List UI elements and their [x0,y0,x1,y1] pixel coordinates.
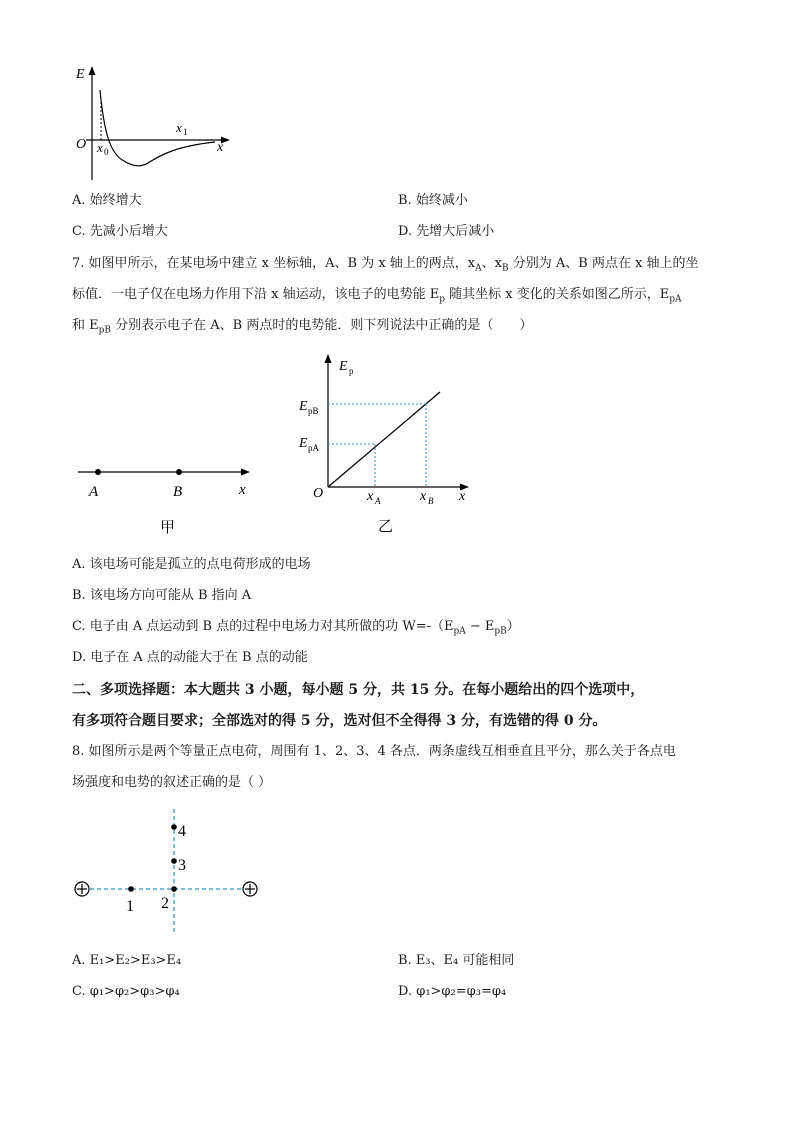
q7-stem-line3: 和 $E_{pB}$ 分别表示电子在 A、B 两点时的电势能．则下列说法中正确的是（ ） [72,318,533,336]
point-b-label: B [173,484,183,500]
q8-option-b: B. E₃、E₄ 可能相同 [398,953,515,968]
figure-two-charges [70,805,270,940]
origin-label: O [313,486,324,501]
positive-charge-right [243,882,257,896]
xb-sub: B [428,496,434,506]
axis-y-label: E [76,67,85,82]
ep-axis-label: E [339,359,348,374]
xb-label: x [420,489,427,504]
point-a-label: A [89,484,99,500]
q7-option-a: A. 该电场可能是孤立的点电荷形成的电场 [72,557,311,572]
q8-stem-line1: 8. 如图所示是两个等量正点电荷，周围有 1、2、3、4 各点．两条虚线互相垂直且平分，那么关于各点电 [72,744,676,759]
xa-sub: A [375,496,381,506]
caption-yi: 乙 [378,519,394,535]
q6-option-d: D. 先增大后减小 [398,224,495,239]
epb-label: E [299,399,308,414]
figure-jia [72,455,262,540]
axis-x-label: x [239,482,246,498]
q7-option-b: B. 该电场方向可能从 B 指向 A [72,588,252,603]
axis-x-label: x [217,140,224,155]
x0-sub: 0 [104,147,109,157]
q6-option-a: A. 始终增大 [72,193,142,208]
point-1-label: 1 [126,898,134,915]
caption-jia: 甲 [160,520,176,536]
ep-axis-sub: p [349,366,354,376]
q8-option-a: A. E₁>E₂>E₃>E₄ [72,953,182,968]
q7-stem-line2: 标值．一电子仅在电场力作用下沿 x 轴运动，该电子的电势能 $E_p$ 随其坐标 x 变化的关系如图乙所示，$E_{pA}$ [72,287,682,305]
epa-label: E [299,436,308,451]
q6-option-b: B. 始终减小 [398,193,468,208]
section2-heading-line1: 二、多项选择题：本大题共 3 小题，每小题 5 分，共 15 分。在每小题给出的四个选项中， [72,682,645,698]
point-3-label: 3 [178,857,186,874]
epb-sub: pB [308,406,319,416]
axis-x-label: x [459,489,466,504]
x1-sub: 1 [183,127,188,137]
q8-option-c: C. φ₁>φ₂>φ₃>φ₄ [72,984,180,999]
xa-label: x [367,489,374,504]
positive-charge-left [75,882,89,896]
epa-sub: pA [308,443,319,453]
section2-heading-line2: 有多项符合题目要求；全部选对的得 5 分，选对但不全得得 3 分，有选错的得 0 分。 [72,713,607,729]
q7-option-c: C. 电子由 A 点运动到 B 点的过程中电场力对其所做的功 $W=-(E_{pA} - E_{pB})$ [72,619,520,637]
q8-stem-line2: 场强度和电势的叙述正确的是（ ） [72,775,272,790]
x1-label: x [176,120,182,135]
q6-option-c: C. 先减小后增大 [72,224,168,239]
origin-label: O [76,137,87,152]
q7-option-d: D. 电子在 A 点的动能大于在 B 点的动能 [72,650,308,665]
point-2-label: 2 [161,895,169,912]
point-4-label: 4 [178,823,186,840]
q7-stem-line1: 7. 如图甲所示，在某电场中建立 x 坐标轴，A、B 为 x 轴上的两点，$x_A$、$x_B$ 分别为 A、B 两点在 x 轴上的坐 [72,256,699,274]
x0-label: x [97,140,103,155]
figure-e-x-graph [70,62,240,187]
q8-option-d: D. φ₁>φ₂=φ₃=φ₄ [398,984,507,999]
figure-yi [295,350,480,540]
